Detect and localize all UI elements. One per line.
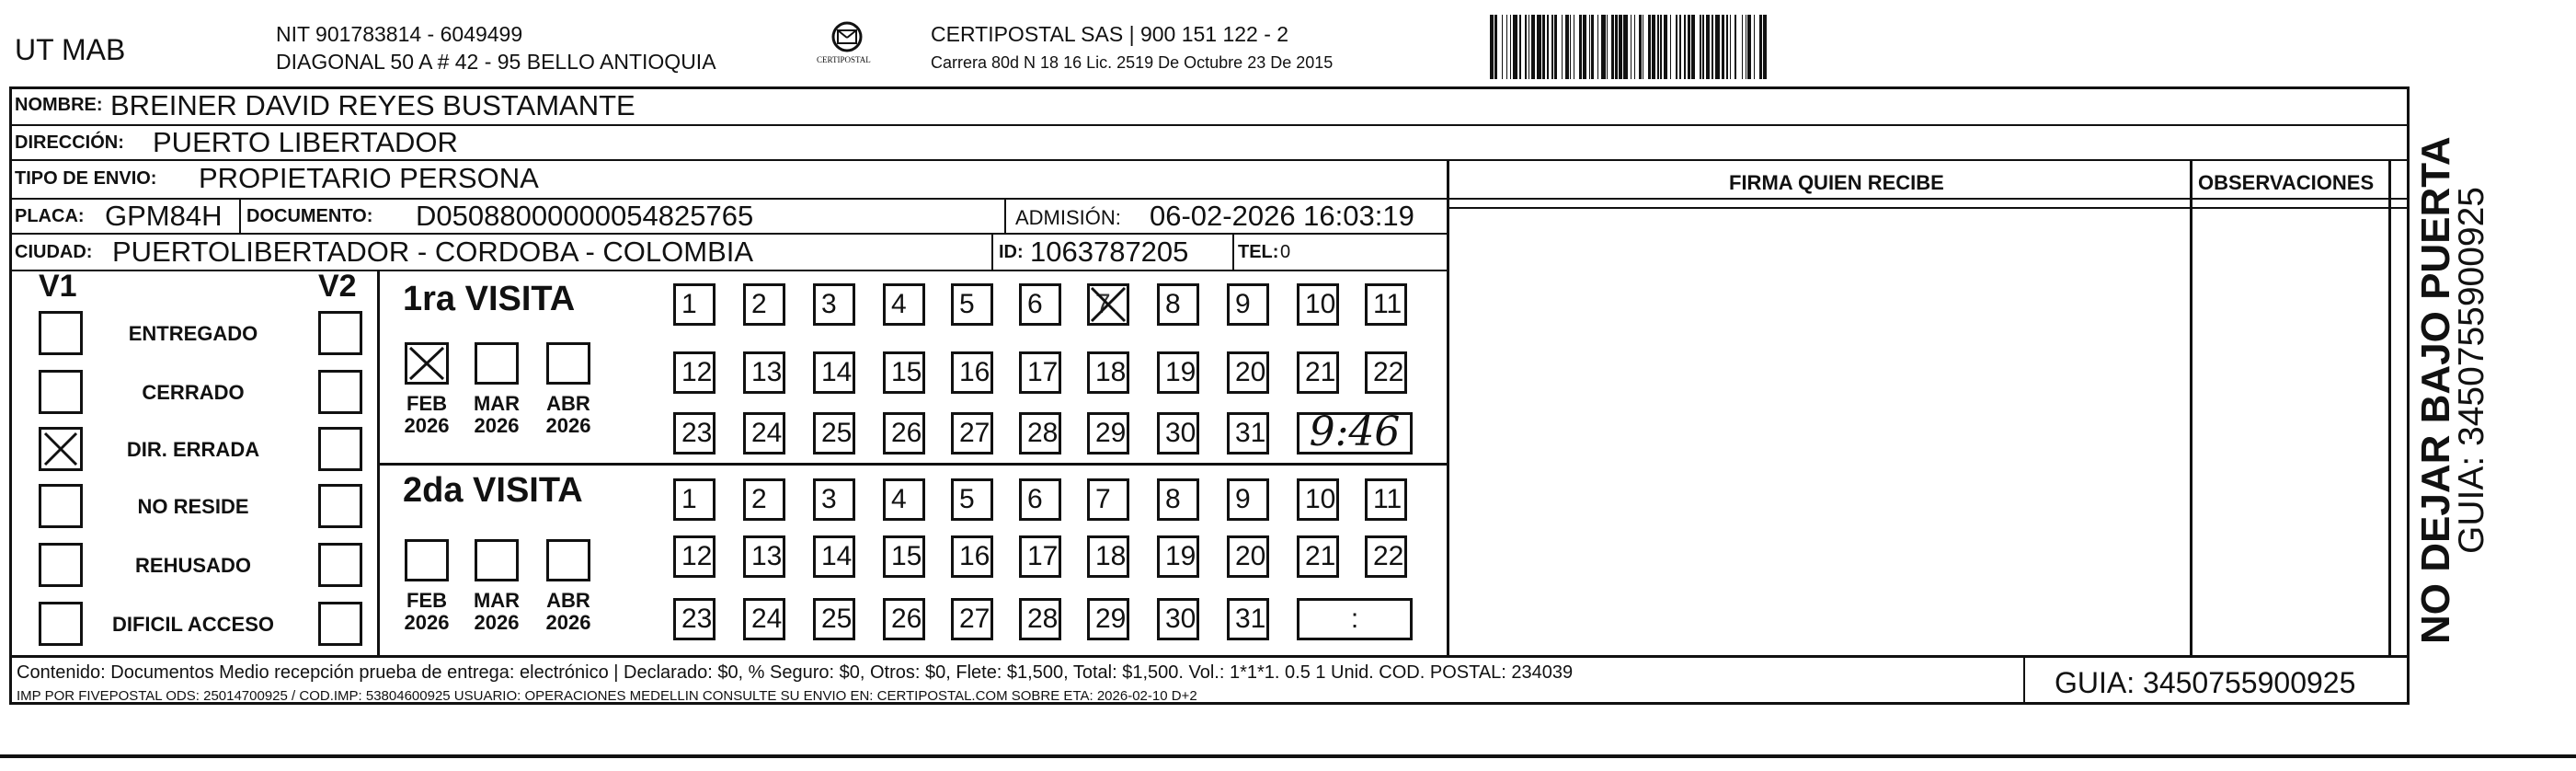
sender-name: UT MAB	[15, 33, 126, 66]
status-label: DIFICIL ACCESO	[111, 613, 274, 636]
month-label: FEB	[406, 392, 447, 415]
tel-label: TEL:	[1238, 242, 1279, 262]
admision-label: ADMISIÓN:	[1015, 206, 1121, 229]
col-line	[1447, 159, 1449, 656]
day-box[interactable]: 7	[1087, 478, 1129, 521]
v2-checkbox[interactable]	[318, 602, 362, 646]
day-box[interactable]: 21	[1297, 535, 1339, 578]
day-box[interactable]: 31	[1227, 412, 1269, 455]
status-label: CERRADO	[142, 381, 245, 404]
day-box[interactable]: 16	[951, 351, 993, 394]
direccion-label: DIRECCIÓN:	[15, 132, 124, 153]
day-box[interactable]: 29	[1087, 598, 1129, 640]
courier-name: CERTIPOSTAL SAS | 900 151 122 - 2	[931, 22, 1289, 46]
time-box[interactable]: :	[1297, 598, 1413, 640]
day-box[interactable]: 18	[1087, 535, 1129, 578]
no-dejar-text: NO DEJAR BAJO PUERTA	[2413, 136, 2458, 644]
month-year: 2026	[474, 611, 520, 634]
day-box[interactable]: 24	[743, 598, 785, 640]
col-line	[1232, 233, 1234, 270]
status-label: REHUSADO	[135, 554, 251, 577]
v1-checkbox[interactable]	[39, 370, 83, 414]
month-checkbox[interactable]	[546, 342, 590, 385]
day-box[interactable]: 9	[1227, 283, 1269, 326]
id-value: 1063787205	[1030, 236, 1189, 268]
day-box[interactable]: 18	[1087, 351, 1129, 394]
month-year: 2026	[545, 414, 591, 437]
day-box[interactable]: 27	[951, 412, 993, 455]
frame-left	[9, 86, 12, 705]
documento-label: DOCUMENTO:	[246, 206, 373, 226]
day-box[interactable]: 14	[813, 535, 855, 578]
row-line	[1448, 207, 2407, 209]
day-box[interactable]: 16	[951, 535, 993, 578]
month-year: 2026	[545, 611, 591, 634]
tipo-envio-label: TIPO DE ENVIO:	[15, 168, 157, 189]
contenido-text: Contenido: Documentos Medio recepción prueba de entrega: electrónico | Declarado: $0, % Seguro: $0, Otros: $0, Flete: $1,500, Total: $1,500. Vol.: 1*1*1. 0.5 1 Unid. COD. POSTAL: 234039	[17, 662, 1574, 683]
day-box[interactable]: 30	[1157, 598, 1199, 640]
documento-value: D05088000000054825765	[416, 200, 754, 232]
day-box[interactable]: 13	[743, 351, 785, 394]
day-box[interactable]: 29	[1087, 412, 1129, 455]
month-checkbox[interactable]	[546, 539, 590, 581]
status-label: NO RESIDE	[137, 495, 249, 518]
day-box[interactable]: 9	[1227, 478, 1269, 521]
month-checkbox[interactable]	[405, 539, 449, 581]
admision-value: 06-02-2026 16:03:19	[1150, 200, 1414, 232]
tear-line	[0, 754, 2576, 758]
logo-text: CERTIPOSTAL	[817, 55, 871, 64]
v1-checkbox[interactable]	[39, 311, 83, 355]
day-box[interactable]: 23	[673, 598, 716, 640]
day-box[interactable]: 17	[1019, 351, 1061, 394]
placa-value: GPM84H	[105, 200, 223, 232]
first-visit-title: 1ra VISITA	[403, 280, 576, 318]
day-box[interactable]: 12	[673, 351, 716, 394]
v2-label: V2	[318, 269, 357, 304]
day-box[interactable]: 17	[1019, 535, 1061, 578]
observaciones-label: OBSERVACIONES	[2198, 171, 2375, 194]
day-box[interactable]: 28	[1019, 598, 1061, 640]
col-line	[1004, 198, 1006, 235]
day-box[interactable]: 7	[1087, 283, 1129, 326]
month-checkbox[interactable]	[475, 539, 519, 581]
day-box[interactable]: 26	[883, 412, 925, 455]
col-line	[377, 270, 380, 656]
v1-checkbox[interactable]	[39, 484, 83, 528]
day-box[interactable]: 4	[883, 283, 925, 326]
month-label: MAR	[473, 392, 521, 415]
month-year: 2026	[404, 611, 450, 634]
second-visit-title: 2da VISITA	[403, 471, 583, 510]
v2-checkbox[interactable]	[318, 543, 362, 587]
placa-label: PLACA:	[15, 206, 85, 226]
day-box[interactable]: 31	[1227, 598, 1269, 640]
day-box[interactable]: 14	[813, 351, 855, 394]
day-box[interactable]: 1	[673, 478, 716, 521]
day-box[interactable]: 25	[813, 412, 855, 455]
day-box[interactable]: 25	[813, 598, 855, 640]
month-year: 2026	[404, 414, 450, 437]
day-box[interactable]: 2	[743, 283, 785, 326]
day-box[interactable]: 8	[1157, 283, 1199, 326]
day-box[interactable]: 10	[1297, 478, 1339, 521]
certipostal-logo	[806, 18, 888, 74]
col-line	[2190, 159, 2192, 656]
id-label: ID:	[999, 242, 1024, 262]
frame-right	[2407, 86, 2410, 705]
ciudad-label: CIUDAD:	[15, 242, 93, 262]
month-label: ABR	[546, 589, 590, 612]
day-box[interactable]: 8	[1157, 478, 1199, 521]
month-label: ABR	[546, 392, 590, 415]
day-box[interactable]: 24	[743, 412, 785, 455]
day-box[interactable]: 15	[883, 351, 925, 394]
day-box[interactable]: 3	[813, 478, 855, 521]
day-box[interactable]: 10	[1297, 283, 1339, 326]
day-box[interactable]: 19	[1157, 351, 1199, 394]
footer-line	[9, 655, 2407, 658]
day-box[interactable]: 28	[1019, 412, 1061, 455]
day-box[interactable]: 21	[1297, 351, 1339, 394]
row-line	[9, 270, 1448, 271]
v1-checkbox[interactable]	[39, 543, 83, 587]
v2-checkbox[interactable]	[318, 370, 362, 414]
nombre-value: BREINER DAVID REYES BUSTAMANTE	[110, 89, 635, 121]
day-box[interactable]: 20	[1227, 351, 1269, 394]
footer-guia: GUIA: 3450755900925	[2055, 666, 2356, 699]
day-box[interactable]: 13	[743, 535, 785, 578]
month-label: FEB	[406, 589, 447, 612]
sender-nit: NIT 901783814 - 6049499	[276, 22, 523, 46]
side-guia-text: GUIA: 3450755900925	[2452, 187, 2491, 554]
day-box[interactable]: 20	[1227, 535, 1269, 578]
v1-checkbox[interactable]	[39, 602, 83, 646]
col-line	[2023, 655, 2025, 704]
x-mark-icon	[407, 345, 446, 382]
certipostal-logo-icon	[806, 18, 888, 74]
day-box[interactable]: 1	[673, 283, 716, 326]
v1-checkbox[interactable]	[39, 427, 83, 471]
status-label: DIR. ERRADA	[126, 438, 260, 461]
day-box[interactable]: 12	[673, 535, 716, 578]
nombre-label: NOMBRE:	[15, 95, 103, 115]
tipo-envio-value: PROPIETARIO PERSONA	[199, 162, 539, 194]
month-year: 2026	[474, 414, 520, 437]
day-box[interactable]: 5	[951, 478, 993, 521]
x-mark-icon	[41, 430, 80, 468]
barcode	[1490, 15, 2051, 79]
day-box[interactable]: 23	[673, 412, 716, 455]
time-box[interactable]: 9:46	[1297, 412, 1413, 455]
col-line	[239, 198, 241, 235]
ciudad-value: PUERTOLIBERTADOR - CORDOBA - COLOMBIA	[112, 236, 754, 268]
sender-address: DIAGONAL 50 A # 42 - 95 BELLO ANTIOQUIA	[276, 50, 716, 74]
month-checkbox[interactable]	[405, 342, 449, 385]
day-box[interactable]: 19	[1157, 535, 1199, 578]
day-box[interactable]: 6	[1019, 478, 1061, 521]
day-box[interactable]: 11	[1365, 283, 1407, 326]
col-line	[991, 233, 993, 270]
direccion-value: PUERTO LIBERTADOR	[153, 126, 458, 158]
day-box[interactable]: 6	[1019, 283, 1061, 326]
v1-label: V1	[39, 269, 77, 304]
row-line	[9, 159, 2407, 161]
day-box[interactable]: 3	[813, 283, 855, 326]
month-label: MAR	[473, 589, 521, 612]
day-box[interactable]: 27	[951, 598, 993, 640]
day-box[interactable]: 26	[883, 598, 925, 640]
day-box[interactable]: 4	[883, 478, 925, 521]
courier-address: Carrera 80d N 18 16 Lic. 2519 De Octubre 23 De 2015	[931, 53, 1334, 72]
day-box[interactable]: 2	[743, 478, 785, 521]
day-box[interactable]: 22	[1365, 351, 1407, 394]
day-box[interactable]: 5	[951, 283, 993, 326]
v2-checkbox[interactable]	[318, 311, 362, 355]
day-box[interactable]: 11	[1365, 478, 1407, 521]
imp-text: IMP POR FIVEPOSTAL ODS: 25014700925 / COD.IMP: 53804600925 USUARIO: OPERACIONES MEDELLIN CONSULTE SU ENVIO EN: CERTIPOSTAL.COM SOBRE ETA: 2026-02-10 D+2	[17, 688, 1197, 704]
month-checkbox[interactable]	[475, 342, 519, 385]
day-box[interactable]: 15	[883, 535, 925, 578]
row-line	[377, 463, 1448, 466]
firma-label: FIRMA QUIEN RECIBE	[1729, 171, 1944, 194]
v2-checkbox[interactable]	[318, 484, 362, 528]
status-label: ENTREGADO	[128, 322, 258, 345]
col-line	[2388, 159, 2391, 656]
day-box[interactable]: 30	[1157, 412, 1199, 455]
v2-checkbox[interactable]	[318, 427, 362, 471]
day-box[interactable]: 22	[1365, 535, 1407, 578]
tel-value: 0	[1280, 242, 1291, 262]
